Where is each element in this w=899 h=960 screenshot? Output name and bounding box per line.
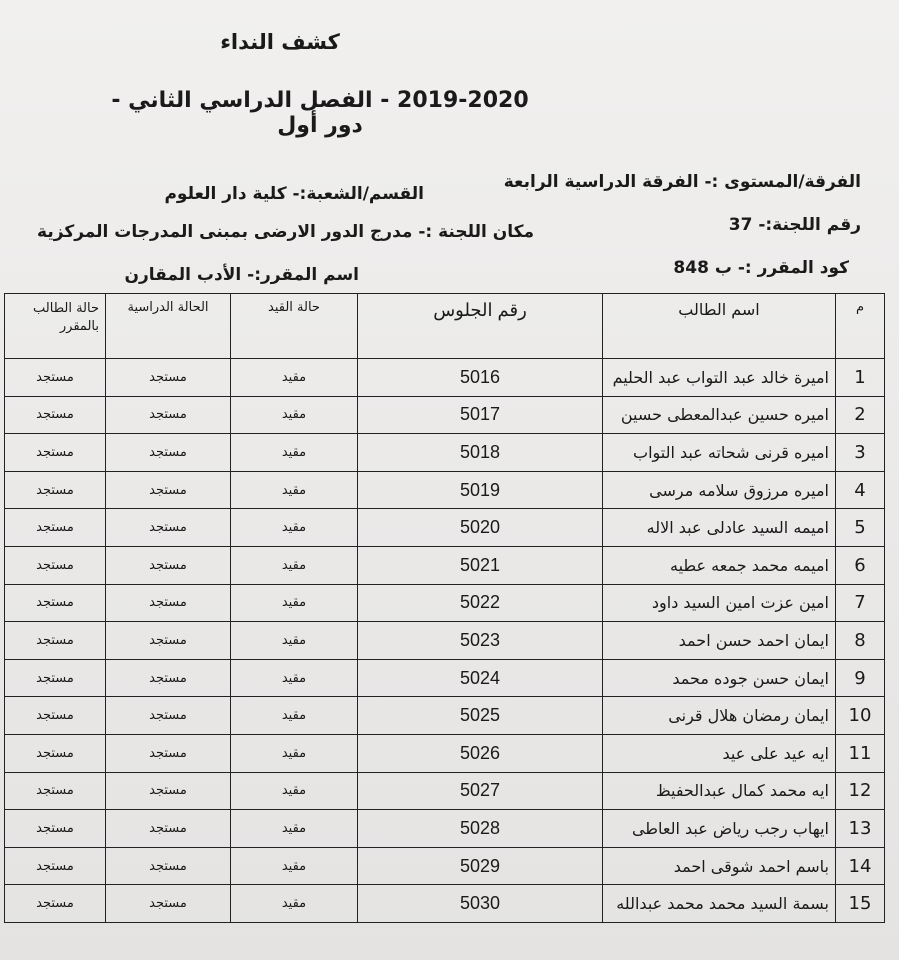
- table-row: [5, 847, 885, 885]
- cell-study-status: مستجد: [106, 434, 231, 472]
- cell-index: 8: [836, 622, 885, 660]
- table-row: [5, 471, 885, 509]
- cell-study-status: مستجد: [106, 847, 231, 885]
- cell-index: 15: [836, 885, 885, 923]
- cell-index: 7: [836, 584, 885, 622]
- meta-committee-number: رقم اللجنة:- 37: [728, 215, 861, 235]
- cell-index: 3: [836, 434, 885, 472]
- cell-student-name: اميرة خالد عبد التواب عبد الحليم: [603, 359, 836, 397]
- cell-study-status: مستجد: [106, 810, 231, 848]
- cell-student-name: ايمان حسن جوده محمد: [603, 659, 836, 697]
- header-course-status: حالة الطالب بالمقرر: [5, 294, 106, 359]
- cell-seat-number: 5024: [358, 659, 603, 697]
- table-row: [5, 434, 885, 472]
- cell-study-status: مستجد: [106, 885, 231, 923]
- cell-course-status: مستجد: [5, 659, 106, 697]
- header-seat: رقم الجلوس: [358, 294, 603, 359]
- table-row: [5, 509, 885, 547]
- meta-course-code: كود المقرر :- ب 848: [673, 258, 849, 278]
- cell-course-status: مستجد: [5, 734, 106, 772]
- cell-seat-number: 5018: [358, 434, 603, 472]
- cell-registration-status: مقيد: [231, 434, 358, 472]
- meta-course-name: اسم المقرر:- الأدب المقارن: [124, 265, 359, 285]
- cell-student-name: ايمان احمد حسن احمد: [603, 622, 836, 660]
- cell-registration-status: مقيد: [231, 584, 358, 622]
- cell-course-status: مستجد: [5, 847, 106, 885]
- table-row: [5, 659, 885, 697]
- cell-student-name: اميمه محمد جمعه عطيه: [603, 546, 836, 584]
- table-row: [5, 396, 885, 434]
- cell-student-name: اميره حسين عبدالمعطى حسين: [603, 396, 836, 434]
- document-subtitle: 2019-2020 - الفصل الدراسي الثاني - دور أول: [111, 88, 529, 138]
- cell-course-status: مستجد: [5, 885, 106, 923]
- cell-course-status: مستجد: [5, 546, 106, 584]
- cell-registration-status: مقيد: [231, 622, 358, 660]
- cell-course-status: مستجد: [5, 622, 106, 660]
- cell-student-name: ايهاب رجب رياض عبد العاطى: [603, 810, 836, 848]
- cell-student-name: اميمه السيد عادلى عبد الاله: [603, 509, 836, 547]
- header-study-status: الحالة الدراسية: [106, 294, 231, 359]
- cell-study-status: مستجد: [106, 359, 231, 397]
- table-row: [5, 697, 885, 735]
- cell-study-status: مستجد: [106, 509, 231, 547]
- cell-study-status: مستجد: [106, 659, 231, 697]
- cell-student-name: اميره قرنى شحاته عبد التواب: [603, 434, 836, 472]
- cell-course-status: مستجد: [5, 396, 106, 434]
- cell-student-name: ايه محمد كمال عبدالحفيظ: [603, 772, 836, 810]
- cell-registration-status: مقيد: [231, 509, 358, 547]
- table-row: [5, 885, 885, 923]
- cell-seat-number: 5017: [358, 396, 603, 434]
- table-row: [5, 622, 885, 660]
- meta-level: الفرقة/المستوى :- الفرقة الدراسية الرابعة: [503, 172, 861, 192]
- cell-registration-status: مقيد: [231, 734, 358, 772]
- cell-registration-status: مقيد: [231, 772, 358, 810]
- cell-course-status: مستجد: [5, 772, 106, 810]
- cell-student-name: ايمان رمضان هلال قرنى: [603, 697, 836, 735]
- cell-seat-number: 5022: [358, 584, 603, 622]
- cell-index: 9: [836, 659, 885, 697]
- cell-seat-number: 5016: [358, 359, 603, 397]
- cell-seat-number: 5025: [358, 697, 603, 735]
- cell-course-status: مستجد: [5, 434, 106, 472]
- cell-seat-number: 5020: [358, 509, 603, 547]
- cell-seat-number: 5023: [358, 622, 603, 660]
- cell-seat-number: 5021: [358, 546, 603, 584]
- cell-study-status: مستجد: [106, 734, 231, 772]
- table-row: [5, 734, 885, 772]
- document-title: كشف النداء: [220, 30, 340, 54]
- header-name: اسم الطالب: [603, 294, 836, 359]
- cell-student-name: ايه عيد على عيد: [603, 734, 836, 772]
- table-row: [5, 810, 885, 848]
- cell-course-status: مستجد: [5, 810, 106, 848]
- header-index: م: [836, 294, 885, 359]
- table-row: [5, 546, 885, 584]
- cell-index: 14: [836, 847, 885, 885]
- cell-registration-status: مقيد: [231, 659, 358, 697]
- table-header-row: [5, 294, 885, 359]
- cell-index: 13: [836, 810, 885, 848]
- cell-course-status: مستجد: [5, 697, 106, 735]
- cell-seat-number: 5027: [358, 772, 603, 810]
- cell-index: 2: [836, 396, 885, 434]
- attendance-table: [4, 293, 885, 923]
- cell-study-status: مستجد: [106, 772, 231, 810]
- table-row: [5, 359, 885, 397]
- cell-registration-status: مقيد: [231, 847, 358, 885]
- cell-student-name: امين عزت امين السيد داود: [603, 584, 836, 622]
- meta-committee-place: مكان اللجنة :- مدرج الدور الارضى بمبنى المدرجات المركزية: [37, 222, 534, 242]
- cell-registration-status: مقيد: [231, 697, 358, 735]
- table-row: [5, 772, 885, 810]
- cell-registration-status: مقيد: [231, 396, 358, 434]
- cell-seat-number: 5019: [358, 471, 603, 509]
- cell-student-name: بسمة السيد محمد محمد عبدالله: [603, 885, 836, 923]
- cell-study-status: مستجد: [106, 622, 231, 660]
- cell-course-status: مستجد: [5, 509, 106, 547]
- cell-index: 1: [836, 359, 885, 397]
- cell-course-status: مستجد: [5, 584, 106, 622]
- cell-index: 12: [836, 772, 885, 810]
- cell-seat-number: 5029: [358, 847, 603, 885]
- cell-student-name: باسم احمد شوقى احمد: [603, 847, 836, 885]
- cell-student-name: اميره مرزوق سلامه مرسى: [603, 471, 836, 509]
- cell-registration-status: مقيد: [231, 359, 358, 397]
- meta-department: القسم/الشعبة:- كلية دار العلوم: [164, 184, 424, 204]
- cell-registration-status: مقيد: [231, 885, 358, 923]
- cell-index: 4: [836, 471, 885, 509]
- cell-seat-number: 5030: [358, 885, 603, 923]
- cell-index: 6: [836, 546, 885, 584]
- cell-seat-number: 5026: [358, 734, 603, 772]
- cell-registration-status: مقيد: [231, 546, 358, 584]
- header-registration: حالة القيد: [231, 294, 358, 359]
- cell-study-status: مستجد: [106, 396, 231, 434]
- cell-course-status: مستجد: [5, 359, 106, 397]
- table-row: [5, 584, 885, 622]
- cell-registration-status: مقيد: [231, 810, 358, 848]
- cell-study-status: مستجد: [106, 697, 231, 735]
- cell-study-status: مستجد: [106, 546, 231, 584]
- cell-study-status: مستجد: [106, 471, 231, 509]
- cell-index: 11: [836, 734, 885, 772]
- cell-study-status: مستجد: [106, 584, 231, 622]
- cell-registration-status: مقيد: [231, 471, 358, 509]
- cell-index: 5: [836, 509, 885, 547]
- cell-course-status: مستجد: [5, 471, 106, 509]
- cell-index: 10: [836, 697, 885, 735]
- cell-seat-number: 5028: [358, 810, 603, 848]
